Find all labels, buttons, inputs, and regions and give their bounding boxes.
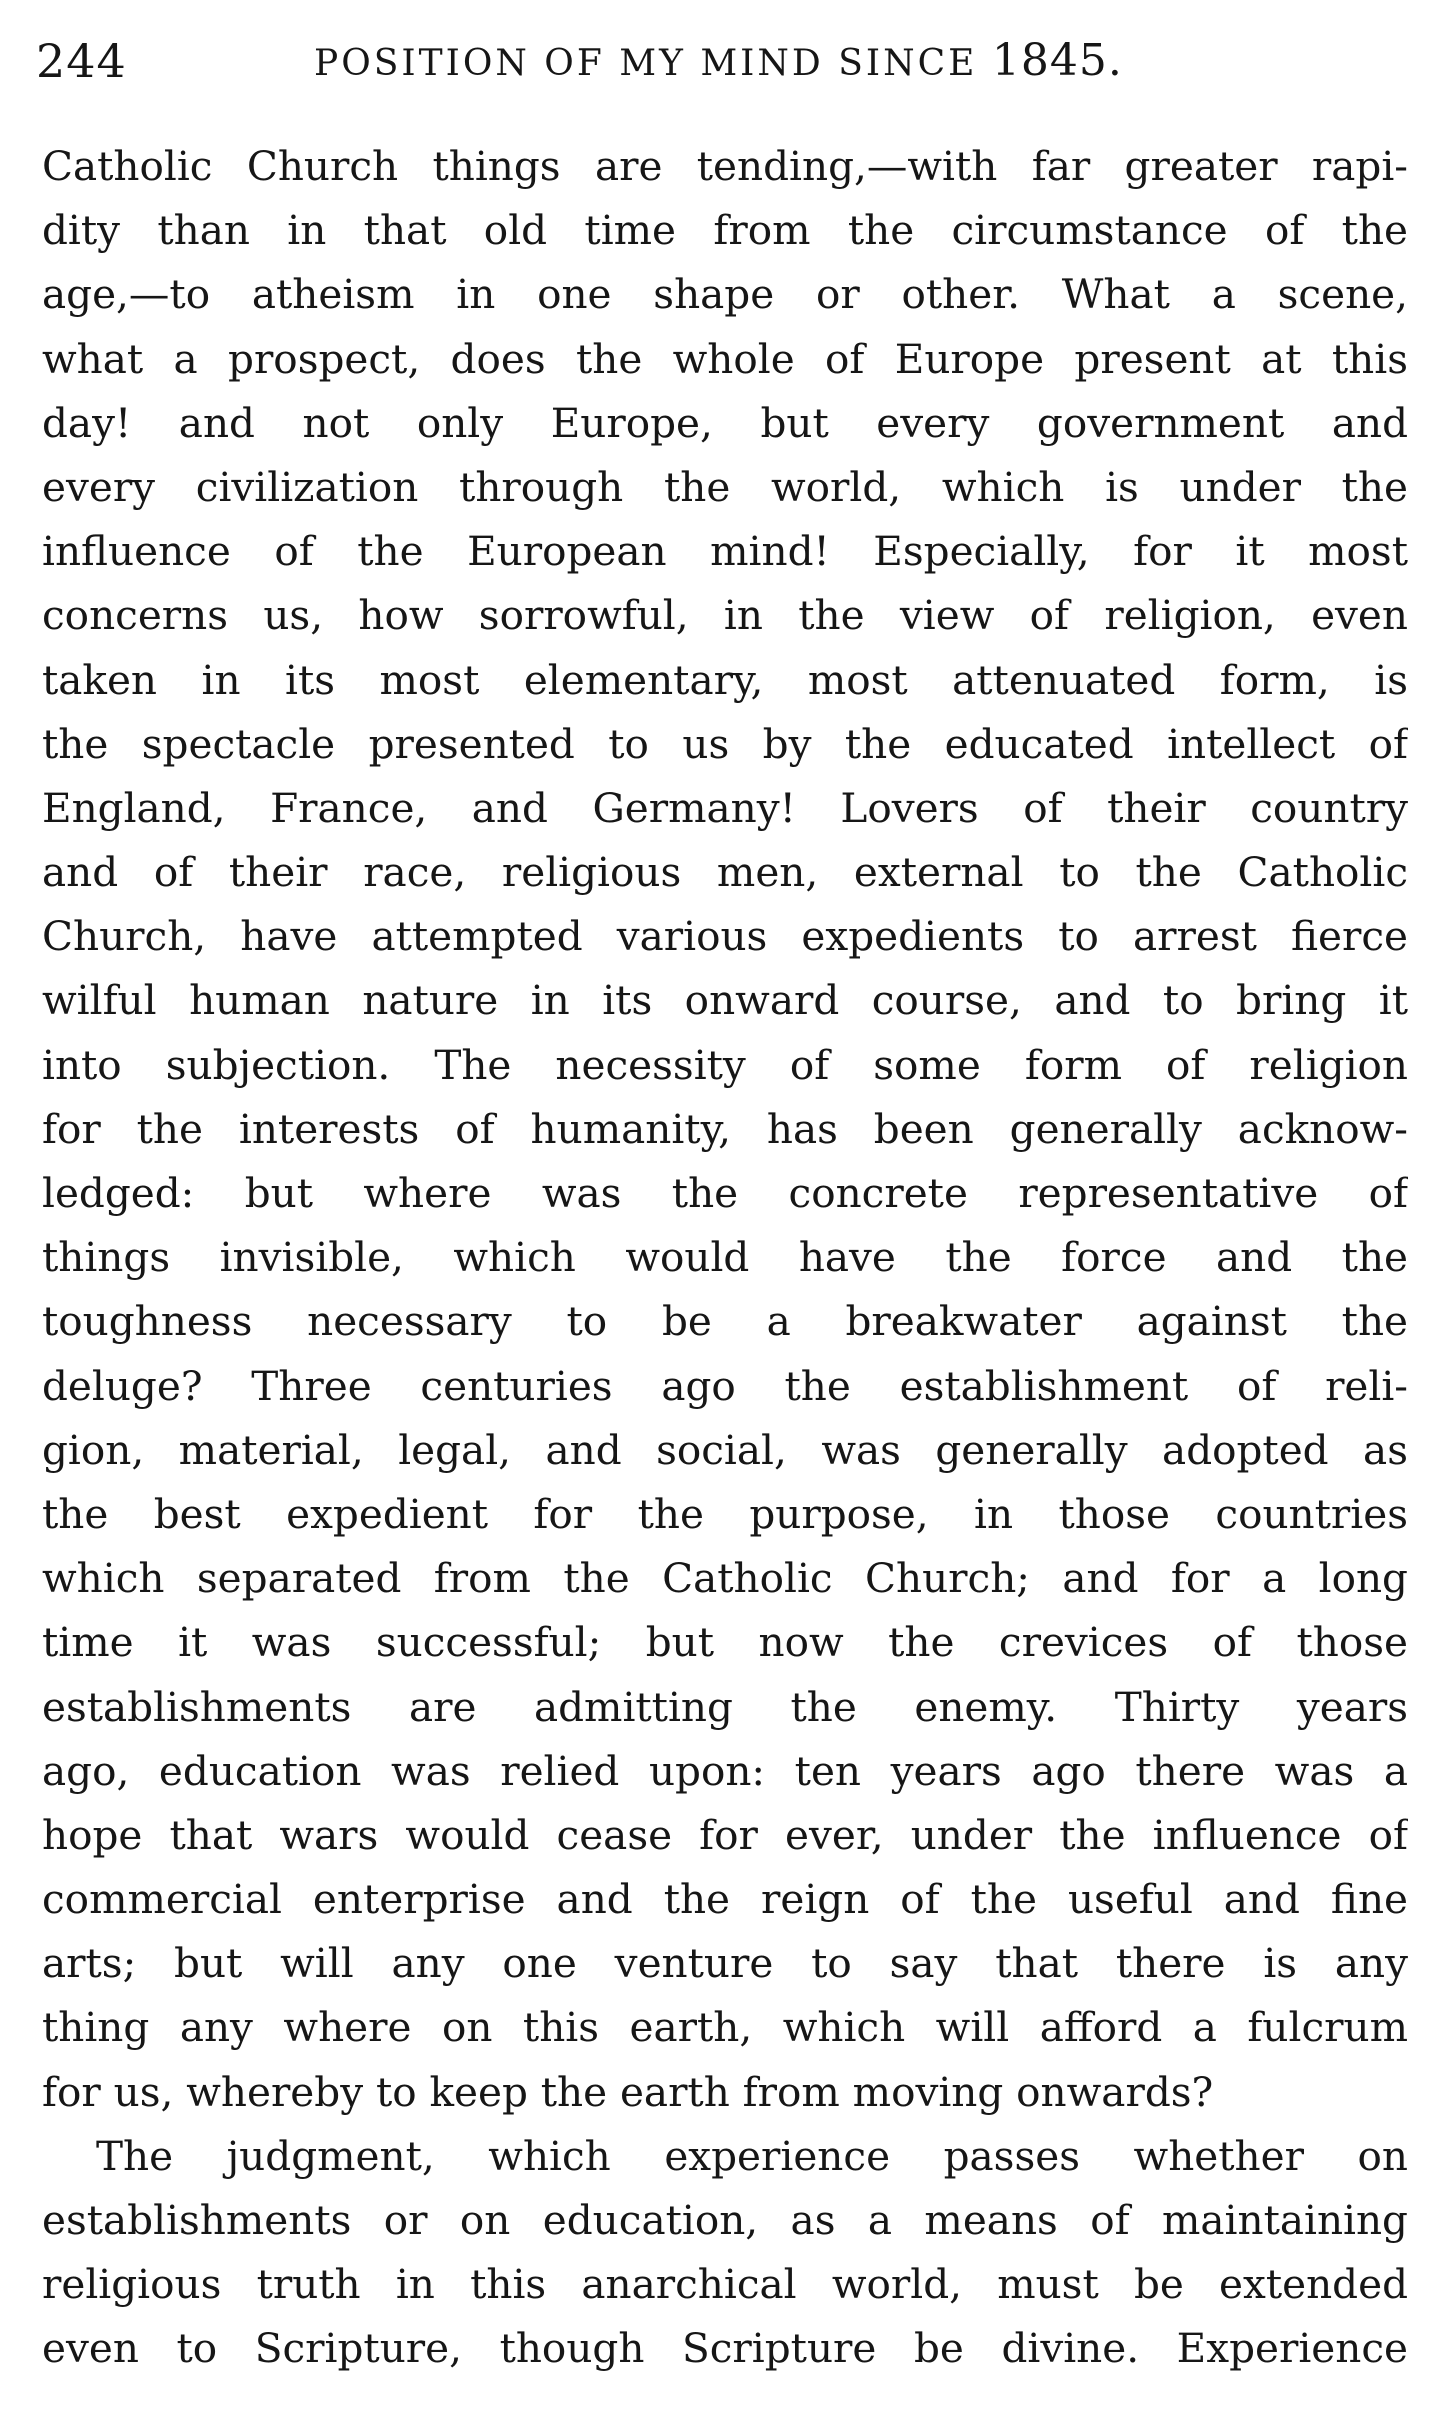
page-header: [36, 26, 1406, 96]
text-line: time it was successful; but now the crevices of those: [42, 1618, 1408, 1667]
text-line: establishments are admitting the enemy. Thirty years: [42, 1682, 1408, 1731]
running-title-year: 1845.: [991, 35, 1123, 86]
text-line: hope that wars would cease for ever, under the influence of: [42, 1810, 1408, 1859]
running-title: POSITION OF MY MIND SINCE: [314, 43, 978, 84]
text-line: establishments or on education, as a means of maintaining: [42, 2196, 1408, 2244]
text-line: religious truth in this anarchical world, must be extended: [42, 2260, 1408, 2309]
text-line: influence of the European mind! Especially, for it most: [42, 527, 1408, 576]
text-line: day! and not only Europe, but every government and: [42, 398, 1408, 447]
text-line: concerns us, how sorrowful, in the view of religion, even: [42, 591, 1408, 640]
text-line: deluge? Three centuries ago the establishment of reli-: [42, 1361, 1408, 1410]
text-line: for the interests of humanity, has been generally acknow-: [42, 1104, 1408, 1153]
text-line: what a prospect, does the whole of Europe present at this: [42, 334, 1408, 383]
body-text: [42, 134, 1408, 2381]
running-head: [314, 26, 1123, 99]
text-line: arts; but will any one venture to say that there is any: [42, 1939, 1408, 1988]
text-line: Catholic Church things are tending,—with far greater rapi-: [42, 142, 1408, 190]
text-line: even to Scripture, though Scripture be divine. Experience: [42, 2324, 1408, 2373]
page-number: 244: [36, 34, 127, 88]
text-line: which separated from the Catholic Church; and for a long: [42, 1554, 1408, 1603]
text-line: England, France, and Germany! Lovers of their country: [42, 783, 1408, 832]
text-line: things invisible, which would have the force and the: [42, 1233, 1408, 1282]
text-line: every civilization through the world, which is under the: [42, 462, 1408, 511]
text-line: The judgment, which experience passes whether on: [96, 2131, 1408, 2180]
text-line: ledged: but where was the concrete representative of: [42, 1169, 1408, 1217]
text-line: gion, material, legal, and social, was generally adopted as: [42, 1425, 1408, 1474]
text-line: and of their race, religious men, external to the Catholic: [42, 848, 1408, 897]
text-line: into subjection. The necessity of some form of religion: [42, 1040, 1408, 1089]
text-line: for us, whereby to keep the earth from moving onwards?: [42, 2067, 1214, 2116]
text-line: taken in its most elementary, most attenuated form, is: [42, 655, 1408, 704]
text-line: thing any where on this earth, which will afford a fulcrum: [42, 2003, 1408, 2052]
text-line: the best expedient for the purpose, in those countries: [42, 1489, 1408, 1538]
text-line: dity than in that old time from the circumstance of the: [42, 206, 1408, 255]
text-line: toughness necessary to be a breakwater against the: [42, 1297, 1408, 1346]
text-line: wilful human nature in its onward course, and to bring it: [42, 976, 1408, 1025]
text-line: commercial enterprise and the reign of the useful and fine: [42, 1875, 1408, 1924]
text-line: Church, have attempted various expedients to arrest fierce: [42, 912, 1408, 961]
text-line: age,—to atheism in one shape or other. What a scene,: [42, 270, 1408, 319]
text-line: ago, education was relied upon: ten years ago there was a: [42, 1746, 1408, 1795]
text-line: the spectacle presented to us by the educated intellect of: [42, 719, 1408, 768]
